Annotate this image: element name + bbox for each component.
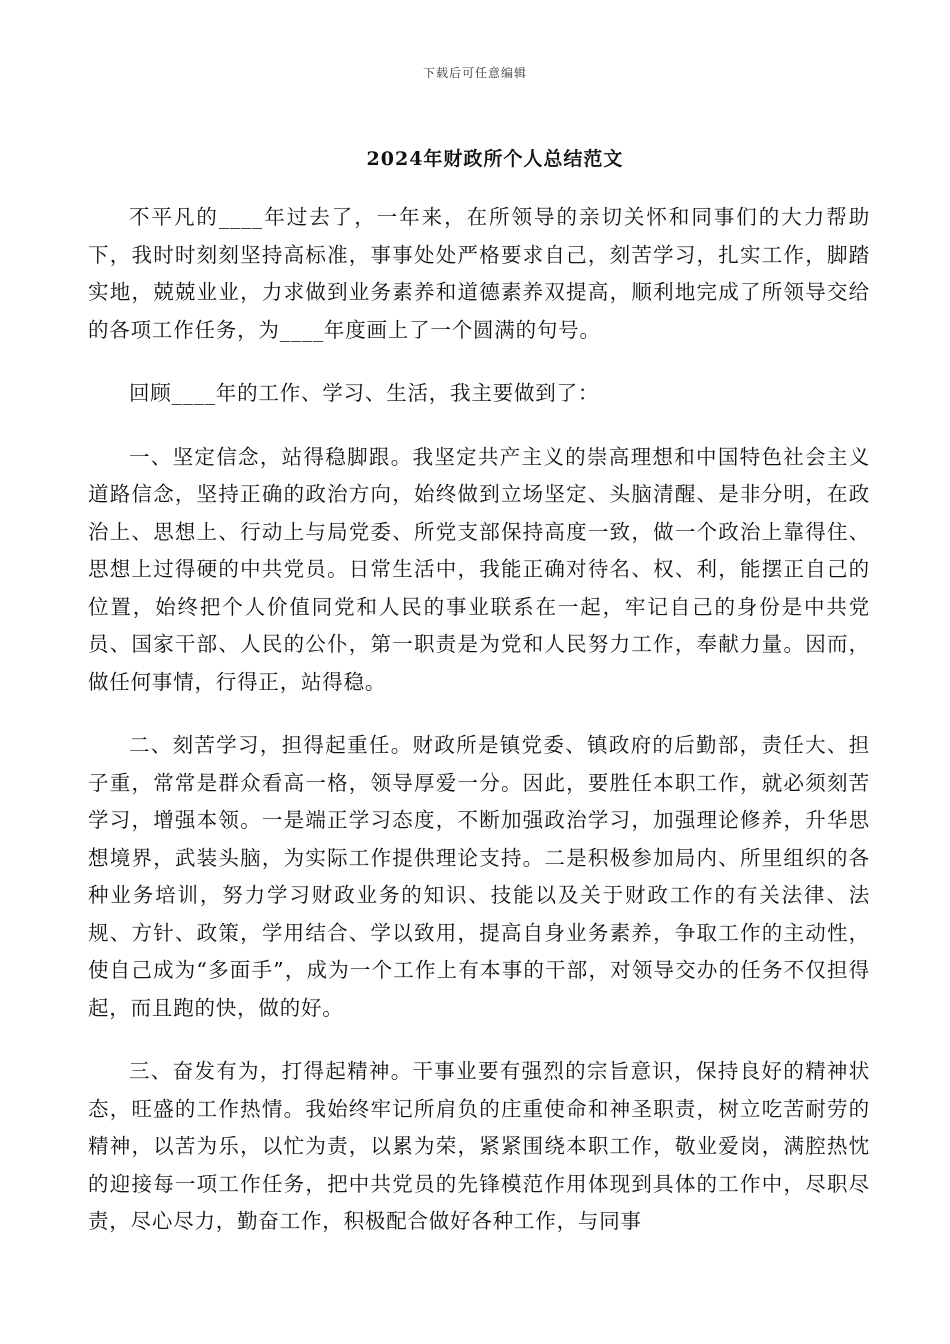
- document-title: 2024年财政所个人总结范文: [366, 148, 624, 170]
- paragraph-review: 回顾____年的工作、学习、生活，我主要做到了：: [129, 381, 600, 405]
- paragraph-section-2: 二、刻苦学习，担得起重任。财政所是镇党委、镇政府的后勤部，责任大、担子重，常常是群众看高一格，领导厚爱一分。因此，要胜任本职工作，就必须刻苦学习，增强本领。一是端正学习态度，不断加强政治学习，加强理论修养，升华思想境界，武装头脑，为实际工作提供理论支持。二是积极参加局内、所里组织的各种业务培训，努力学习财政业务的知识、技能以及关于财政工作的有关法律、法规、方针、政策，学用结合、学以致用，提高自身业务素养，争取工作的主动性，使自己成为“多面手”，成为一个工作上有本事的干部，对领导交办的任务不仅担得起，而且跑的快，做的好。: [88, 733, 870, 1020]
- paragraph-section-1: 一、坚定信念，站得稳脚跟。我坚定共产主义的崇高理想和中国特色社会主义道路信念，坚持正确的政治方向，始终做到立场坚定、头脑清醒、是非分明，在政治上、思想上、行动上与局党委、所党支部保持高度一致，做一个政治上靠得住、思想上过得硬的中共党员。日常生活中，我能正确对待名、权、利，能摆正自己的位置，始终把个人价值同党和人民的事业联系在一起，牢记自己的身份是中共党员、国家干部、人民的公仆，第一职责是为党和人民努力工作，奉献力量。因而，做任何事情，行得正，站得稳。: [88, 444, 870, 694]
- paragraph-intro: 不平凡的____年过去了，一年来，在所领导的亲切关怀和同事们的大力帮助下，我时时刻刻坚持高标准，事事处处严格要求自己，刻苦学习，扎实工作，脚踏实地，兢兢业业，力求做到业务素养和道德素养双提高，顺利地完成了所领导交给的各项工作任务，为____年度画上了一个圆满的句号。: [88, 205, 870, 342]
- paragraph-section-3: 三、奋发有为，打得起精神。干事业要有强烈的宗旨意识，保持良好的精神状态，旺盛的工作热情。我始终牢记所肩负的庄重使命和神圣职责，树立吃苦耐劳的精神，以苦为乐，以忙为责，以累为荣，紧紧围绕本职工作，敬业爱岗，满腔热忱的迎接每一项工作任务，把中共党员的先锋模范作用体现到具体的工作中，尽职尽责，尽心尽力，勤奋工作，积极配合做好各种工作，与同事: [88, 1059, 870, 1233]
- header-note: 下载后可任意编辑: [422, 66, 527, 80]
- document-body: [88, 199, 870, 1267]
